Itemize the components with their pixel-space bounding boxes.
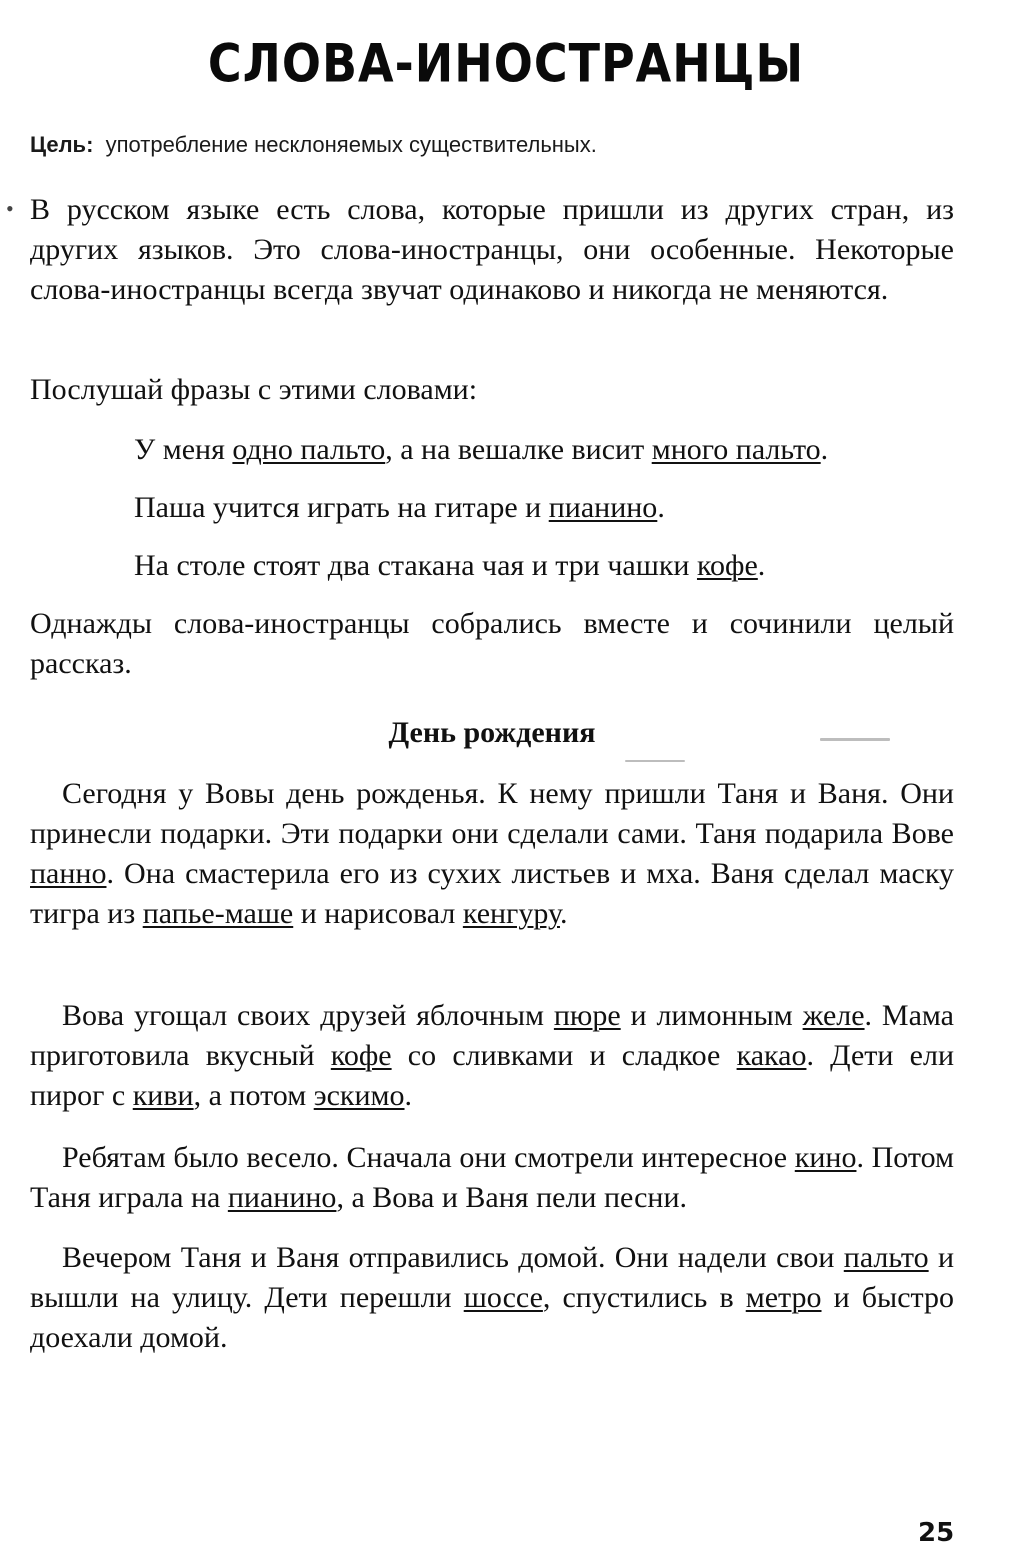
story-text: со сливками и сладкое	[391, 1039, 737, 1072]
story-text: , а Вова и Ваня пели песни.	[336, 1181, 688, 1214]
underlined-word: пальто	[843, 1241, 929, 1274]
intro-paragraph-2: Послушай фразы с этими словами:	[30, 373, 478, 406]
underlined-word: эскимо	[313, 1079, 405, 1112]
story-paragraph-2	[30, 996, 954, 1116]
intro-paragraph-3: Однажды слова-иностранцы собрались вместе и сочинили целый рассказ.	[30, 607, 954, 680]
underlined-word: много пальто	[651, 433, 821, 466]
story-text: . Потом Таня играла на	[30, 1141, 954, 1214]
underlined-word: панно	[30, 857, 107, 890]
story-text: Вова угощал своих друзей яблочным	[62, 999, 554, 1032]
goal-label: Цель:	[30, 132, 94, 157]
story-text: Вечером Таня и Ваня отправились домой. Они надели свои	[62, 1241, 844, 1274]
intro-paragraph-1: В русском языке есть слова, которые пришли из других стран, из других языков. Это слова-иностранцы, они особенные. Некоторые слова-иностранцы всегда звучат одинаково и никогда не меняются.	[30, 193, 954, 306]
example-sentence-3	[134, 546, 964, 586]
page-title: СЛОВА-ИНОСТРАНЦЫ	[207, 31, 805, 95]
example-text: .	[820, 433, 829, 466]
example-text: .	[657, 491, 665, 524]
story-text: , спустились в	[542, 1281, 746, 1314]
example-text: .	[757, 549, 766, 582]
underlined-word: одно пальто	[232, 433, 386, 466]
example-text: , а на вешалке висит	[385, 433, 652, 466]
story-text: .	[559, 897, 568, 930]
story-text: Ребятам было весело. Сначала они смотрели интересное	[62, 1141, 795, 1174]
story-text: . Мама приготовила вкусный	[30, 999, 955, 1072]
underlined-word: какао	[736, 1039, 807, 1072]
story-text: и лимонным	[620, 999, 803, 1032]
page-number: 25	[918, 1518, 955, 1548]
story-text: Сегодня у Вовы день рожденья. К нему пришли Таня и Ваня. Они принесли подарки. Эти подарки они сделали сами. Таня подарила Вове	[30, 777, 954, 850]
underlined-word: пианино	[227, 1181, 337, 1214]
story-text: , а потом	[193, 1079, 314, 1112]
story-title: День рождения	[388, 716, 596, 749]
bullet-mark: •	[6, 196, 14, 221]
underlined-word: киви	[132, 1079, 194, 1112]
underlined-word: пюре	[553, 999, 621, 1032]
example-sentence-2	[134, 488, 964, 528]
story-paragraph-3	[30, 1138, 954, 1218]
example-text: Паша учится играть на гитаре и	[134, 491, 549, 524]
example-sentence-1	[134, 430, 964, 470]
story-text: и вышли на улицу. Дети перешли	[30, 1241, 955, 1314]
underlined-word: папье-маше	[142, 897, 294, 930]
underlined-word: кофе	[330, 1039, 392, 1072]
underlined-word: кофе	[696, 549, 758, 582]
underlined-word: кенгуру	[462, 897, 560, 930]
story-paragraph-4	[30, 1238, 954, 1358]
scan-speck	[625, 760, 685, 762]
underlined-word: кино	[794, 1141, 857, 1174]
scan-speck	[820, 738, 890, 741]
story-text: и нарисовал	[293, 897, 463, 930]
example-text: У меня	[134, 433, 233, 466]
underlined-word: шоссе	[463, 1281, 543, 1314]
underlined-word: метро	[745, 1281, 822, 1314]
story-text: и быстро доехали домой.	[30, 1281, 954, 1354]
goal-line	[30, 132, 597, 158]
example-text: На столе стоят два стакана чая и три чашки	[134, 549, 697, 582]
story-paragraph-1	[30, 774, 954, 934]
goal-text: употребление несклоняемых существительных.	[105, 132, 597, 157]
story-text: . Она смастерила его из сухих листьев и мха. Ваня сделал маску тигра из	[30, 857, 954, 930]
underlined-word: пианино	[548, 491, 658, 524]
story-text: .	[404, 1079, 413, 1112]
underlined-word: желе	[802, 999, 865, 1032]
story-text: . Дети ели пирог с	[30, 1039, 955, 1112]
